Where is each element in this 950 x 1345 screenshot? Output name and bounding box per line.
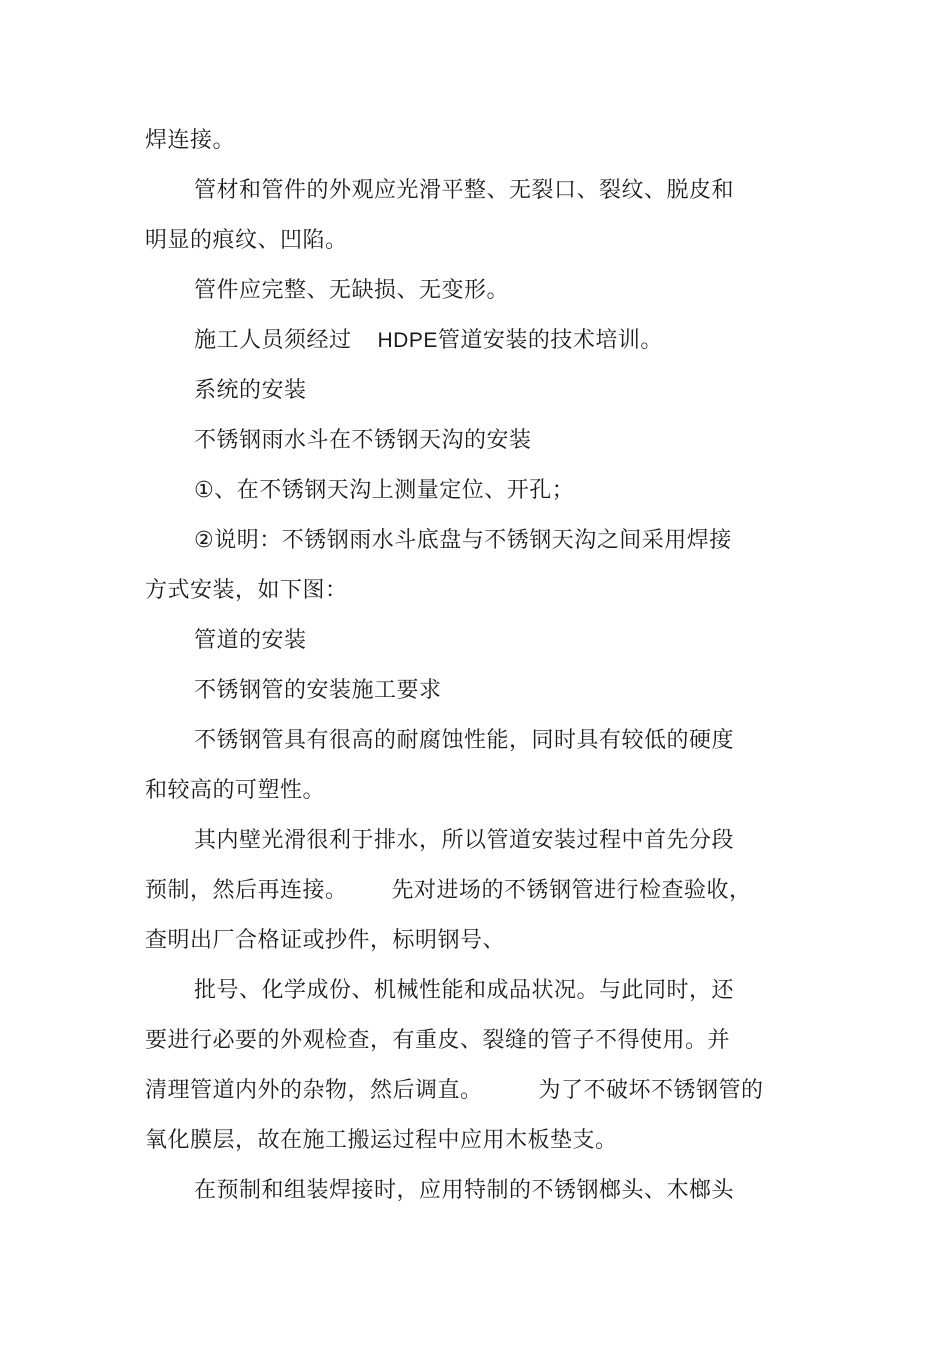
latin-term: HDPE: [377, 329, 438, 352]
line-text: ②说明：不锈钢雨水斗底盘与不锈钢天沟之间采用焊接: [194, 528, 732, 553]
text-line: [145, 926, 505, 956]
line-text: 预制，然后再连接。: [145, 878, 348, 903]
line-text: 要进行必要的外观检查，有重皮、裂缝的管子不得使用。并: [145, 1028, 731, 1053]
text-line: [194, 276, 509, 306]
line-text: 方式安装，如下图：: [145, 578, 348, 603]
line-text: 和较高的可塑性。: [145, 778, 326, 803]
line-text: 施工人员须经过: [194, 328, 352, 353]
text-line: [145, 776, 325, 806]
line-text: 焊连接。: [145, 128, 236, 153]
line-text: 批号、化学成份、机械性能和成品状况。与此同时，还: [194, 978, 735, 1003]
line-text: 不锈钢管的安装施工要求: [194, 678, 442, 703]
line-text: 明显的痕纹、凹陷。: [145, 228, 348, 253]
text-line: [194, 326, 663, 356]
line-text: 先对进场的不锈钢管进行检查验收，: [391, 878, 752, 903]
line-text: 管材和管件的外观应光滑平整、无裂口、裂纹、脱皮和: [194, 178, 735, 203]
text-line: [145, 1126, 618, 1156]
line-text: 系统的安装: [194, 378, 307, 403]
line-text: 不锈钢雨水斗在不锈钢天沟的安装: [194, 428, 532, 453]
line-text: 管道安装的技术培训。: [437, 328, 663, 353]
text-line: [145, 1026, 730, 1056]
line-text: 清理管道内外的杂物，然后调直。: [145, 1078, 483, 1103]
line-text: 在预制和组装焊接时，应用特制的不锈钢榔头、木榔头: [194, 1178, 735, 1203]
line-text: 其内壁光滑很利于排水，所以管道安装过程中首先分段: [194, 828, 735, 853]
text-line: [194, 1176, 734, 1206]
section-heading: [194, 376, 307, 406]
section-heading: [194, 426, 532, 456]
line-text: ①、在不锈钢天沟上测量定位、开孔；: [194, 478, 575, 503]
text-line: [194, 176, 734, 206]
line-text: 管件应完整、无缺损、无变形。: [194, 278, 510, 303]
line-text: 氧化膜层，故在施工搬运过程中应用木板垫支。: [145, 1128, 618, 1153]
section-heading: [194, 676, 442, 706]
line-text: 不锈钢管具有很高的耐腐蚀性能，同时具有较低的硬度: [194, 728, 735, 753]
text-line: [145, 1076, 764, 1106]
line-text: 查明出厂合格证或抄件，标明钢号、: [145, 928, 506, 953]
text-line: [145, 876, 752, 906]
text-line: [145, 576, 348, 606]
text-line: [194, 476, 574, 506]
text-line: [194, 976, 734, 1006]
line-text: 为了不破坏不锈钢管的: [538, 1078, 764, 1103]
text-line: [194, 826, 734, 856]
text-line: [194, 726, 734, 756]
line-text: 管道的安装: [194, 628, 307, 653]
text-line: [145, 126, 235, 156]
text-line: [194, 526, 732, 556]
text-line: [145, 226, 348, 256]
section-heading: [194, 626, 307, 656]
